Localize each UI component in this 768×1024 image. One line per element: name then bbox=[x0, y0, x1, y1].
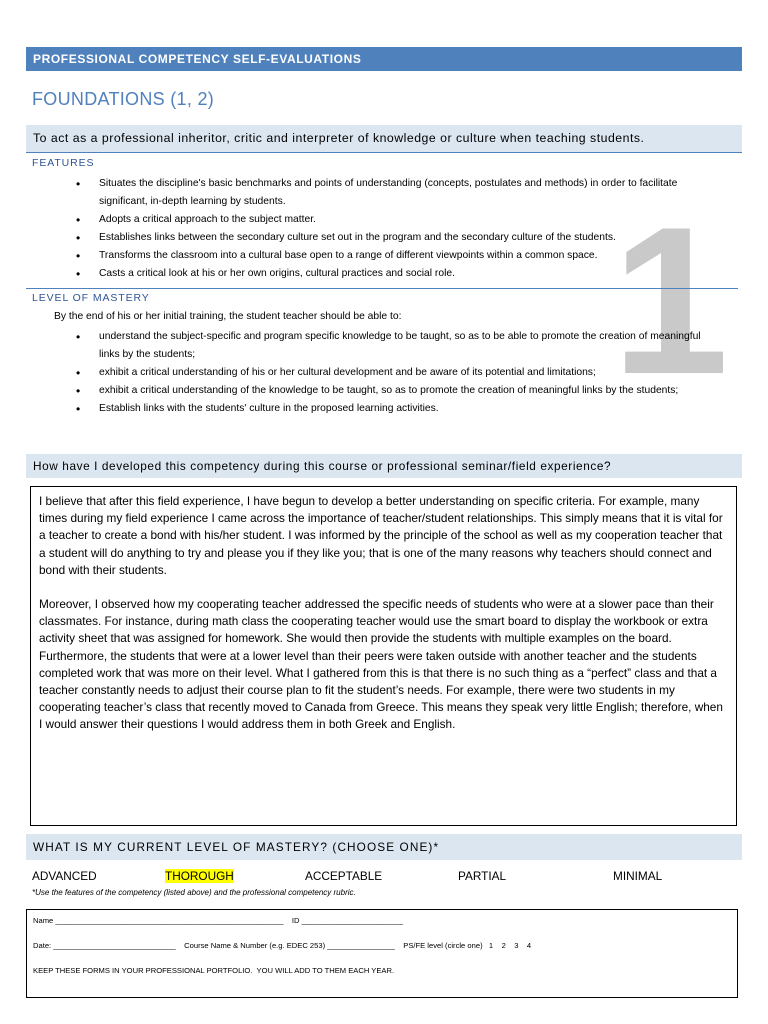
portfolio-note: KEEP THESE FORMS IN YOUR PROFESSIONAL PORTFOLIO. YOU WILL ADD TO THEM EACH YEAR. bbox=[33, 966, 395, 975]
list-item: • Transforms the classroom into a cultural base open to a range of different viewpoints within a common space. bbox=[0, 247, 719, 265]
features-list bbox=[0, 175, 719, 283]
answer-paragraph: Moreover, I observed how my cooperating teacher addressed the specific needs of students who were at a slower pace than their classmates. For instance, during math class the cooperating teacher would use the smart board to display the workbook or extra activity sheet that was assigned for homework. She would then provide the students with multiple examples on the board. Furthermore, the students that were at a lower level than their peers were taken outside with another teacher and the students completed work that was more on their level. What I gathered from this is that there is no such thing as a “perfect” class and that a teacher constantly needs to adjust their course plan to fit the student’s needs. For example, there were two students in my cooperating teacher’s class that recently moved to Canada from Greece. This means they speak very little English; therefore, when I would answer their questions I would address them in both Greek and English. bbox=[39, 597, 723, 732]
mastery-intro: By the end of his or her initial training, the student teacher should be able to: bbox=[54, 311, 402, 322]
list-item: • Situates the discipline's basic benchmarks and points of understanding (concepts, postulates and methods) in order to facilitate significant, in-depth learning by students. bbox=[0, 175, 719, 211]
level-option-minimal[interactable]: MINIMAL bbox=[613, 869, 663, 883]
name-id-line[interactable]: Name ______________________________________________________ ID ________________________ bbox=[33, 916, 403, 925]
level-note: *Use the features of the competency (listed above) and the professional competency rubric. bbox=[32, 888, 356, 897]
mastery-list bbox=[0, 328, 719, 418]
divider bbox=[26, 288, 738, 289]
competency-statement: To act as a professional inheritor, critic and interpreter of knowledge or culture when teaching students. bbox=[26, 125, 742, 153]
reflection-answer-box[interactable] bbox=[30, 486, 737, 826]
level-option-partial[interactable]: PARTIAL bbox=[458, 869, 507, 883]
info-form bbox=[26, 909, 738, 998]
competency-number: 1 bbox=[612, 183, 729, 418]
features-label: FEATURES bbox=[32, 157, 95, 169]
list-item: • understand the subject-specific and program specific knowledge to be taught, so as to be able to promote the creation of meaningful links by the students; bbox=[0, 328, 719, 364]
mastery-level-question: WHAT IS MY CURRENT LEVEL OF MASTERY? (CHOOSE ONE)* bbox=[26, 834, 742, 860]
list-item: • Establish links with the students' culture in the proposed learning activities. bbox=[0, 400, 719, 418]
list-item: • Casts a critical look at his or her own origins, cultural practices and social role. bbox=[0, 265, 719, 283]
list-item: • exhibit a critical understanding of the knowledge to be taught, so as to promote the creation of meaningful links by the students; bbox=[0, 382, 719, 400]
level-option-acceptable[interactable]: ACCEPTABLE bbox=[305, 869, 383, 883]
section-title: FOUNDATIONS (1, 2) bbox=[32, 89, 215, 109]
list-item: • Adopts a critical approach to the subject matter. bbox=[0, 211, 719, 229]
level-option-thorough[interactable]: THOROUGH bbox=[165, 869, 234, 883]
reflection-question: How have I developed this competency during this course or professional seminar/field experience? bbox=[26, 454, 742, 478]
page-banner: PROFESSIONAL COMPETENCY SELF-EVALUATIONS bbox=[26, 47, 742, 71]
mastery-label: LEVEL OF MASTERY bbox=[32, 292, 150, 304]
level-option-advanced[interactable]: ADVANCED bbox=[32, 869, 97, 883]
date-course-line[interactable]: Date: _____________________________ Course Name & Number (e.g. EDEC 253) ________________ PS/FE level (circle one) 1 2 3 4 bbox=[33, 941, 532, 950]
list-item: • exhibit a critical understanding of his or her cultural development and be aware of its potential and limitations; bbox=[0, 364, 719, 382]
list-item: • Establishes links between the secondary culture set out in the program and the secondary culture of the students. bbox=[0, 229, 719, 247]
answer-paragraph: I believe that after this field experience, I have begun to develop a better understanding on specific criteria. For example, many times during my field experience I came across the importance of teacher/student relationships. This simply means that it is vital for a teacher to create a bond with his/her student. I was informed by the principle of the school as well as my cooperation teacher that a student will do anything to try and please you if they like you; that is one of the many reasons why teachers should connect and bond with their students. bbox=[39, 494, 723, 577]
